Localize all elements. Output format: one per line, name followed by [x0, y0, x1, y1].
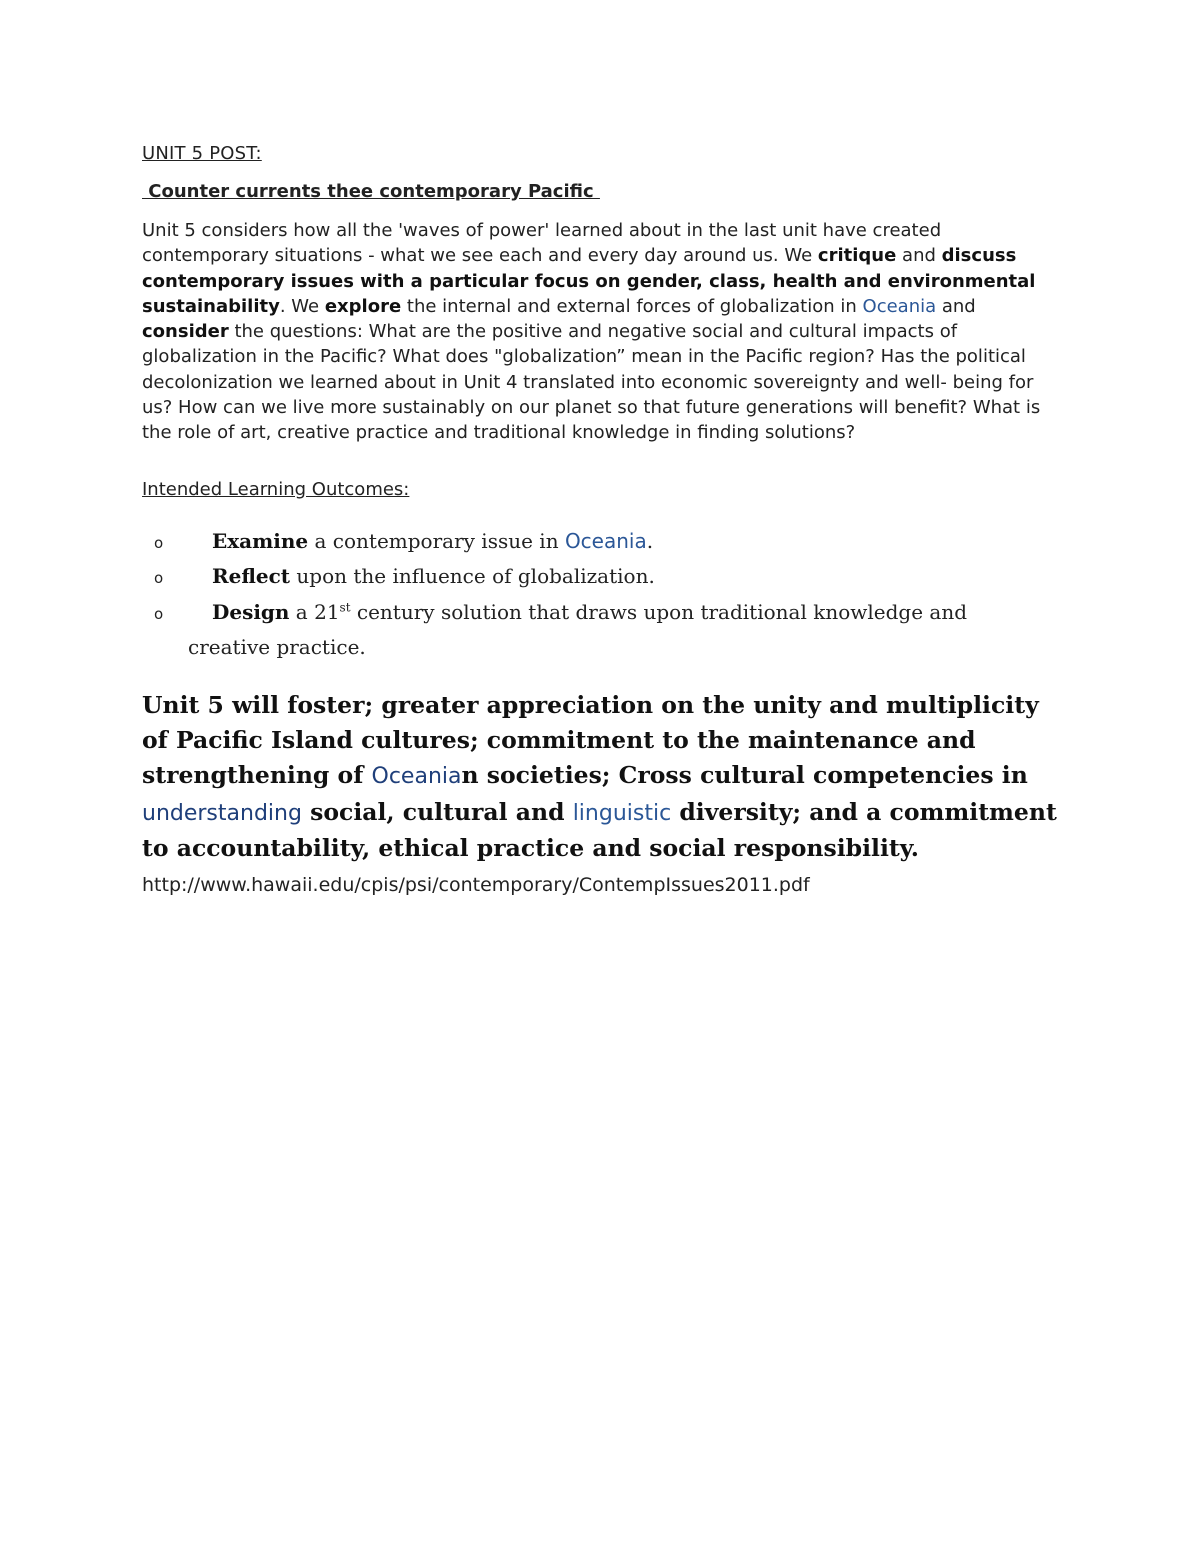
oceania-link[interactable]: Oceania [862, 295, 937, 317]
ordinal-superscript: st [339, 600, 351, 615]
outcome-item [142, 559, 1060, 595]
foster-paragraph [142, 688, 1060, 866]
outcome-verb: Examine [212, 528, 309, 553]
unit-heading: UNIT 5 POST: [142, 143, 262, 164]
intro-text-6: the questions: What are the positive and negative social and cultural impacts of globalization in the Pacific? What does "globalization” mean in the Pacific region? Has the political decolonization we learned about in Unit 4 translated into economic sovereignty and well- being for us? How can we live more sustainably on our planet so that future generations will benefit? What is the role of art, creative practice and traditional knowledge in finding solutions? [142, 321, 1041, 444]
intro-text-5: and [936, 295, 976, 317]
outcome-text-2: century solution that draws upon traditional knowledge and [350, 599, 968, 624]
intro-bold-consider: consider [142, 321, 229, 343]
outcomes-list [142, 524, 1060, 666]
bullet-icon: o [154, 604, 164, 623]
outcome-verb: Design [212, 599, 290, 624]
foster-text-2: n societies; Cross cultural competencies in [461, 761, 1028, 790]
intro-bold-discuss: discuss contemporary issues with a particular focus on gender, class, health and environmental sustainability [142, 245, 1036, 317]
bullet-icon: o [154, 569, 164, 588]
intro-bold-critique: critique [817, 245, 897, 267]
outcome-text: upon the influence of globalization. [290, 564, 655, 589]
outcome-text: a 21 [289, 599, 340, 624]
outcome-continuation: creative practice. [188, 635, 366, 660]
outcomes-heading: Intended Learning Outcomes: [142, 478, 410, 500]
outcome-verb: Reflect [212, 564, 291, 589]
linguistic-link[interactable]: linguistic [572, 800, 672, 826]
oceanian-link[interactable]: Oceania [371, 764, 462, 790]
outcome-end: . [646, 528, 654, 553]
outcome-text: a contemporary issue in [308, 528, 565, 553]
intro-text-1: Unit 5 considers how all the 'waves of power' learned about in the last unit have created contemporary situations - what we see each and every day around us. We [142, 220, 942, 267]
foster-text-3: social, cultural and [301, 797, 573, 826]
intro-text-4: the internal and external forces of globalization in [401, 295, 863, 317]
source-url[interactable]: http://www.hawaii.edu/cpis/psi/contemporary/ContempIssues2011.pdf [142, 874, 810, 897]
outcome-item [142, 524, 1060, 560]
oceania-link[interactable]: Oceania [564, 528, 647, 553]
document-body [142, 138, 1060, 900]
understanding-link[interactable]: understanding [142, 800, 302, 826]
intro-text-3: . We [279, 295, 325, 317]
intro-paragraph [142, 218, 1060, 446]
intro-bold-explore: explore [324, 295, 402, 317]
bullet-icon: o [154, 533, 164, 552]
foster-text-1: Unit 5 will foster; greater appreciation on the unity and multiplicity of Pacific Island cultures; commitment to the maintenance and strengthening of [142, 690, 1039, 790]
subtitle: Counter currents thee contemporary Pacific [142, 181, 600, 202]
foster-text-4: diversity; and a commitment to accountability, ethical practice and social responsibility. [142, 797, 1057, 862]
intro-text-2: and [896, 245, 942, 267]
outcome-item [142, 595, 1060, 666]
